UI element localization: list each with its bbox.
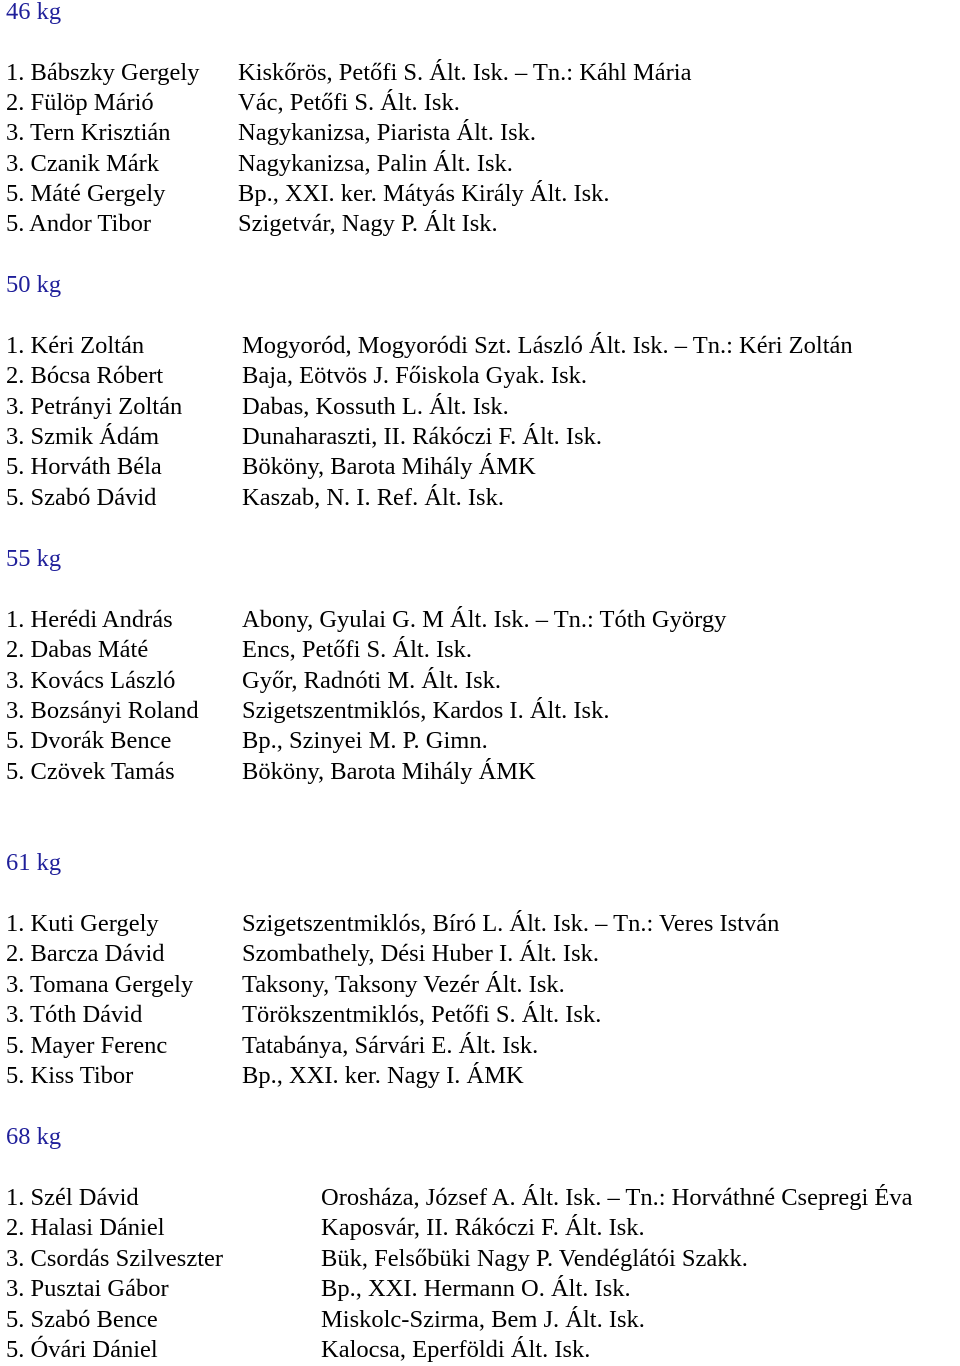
section-heading-55kg: 55 kg [6,545,62,572]
school-name: Abony, Gyulai G. M Ált. Isk. – Tn.: Tóth György [242,606,727,633]
school-name: Bp., XXI. ker. Nagy I. ÁMK [242,1062,524,1089]
competitor-name: 5. Czövek Tamás [6,758,175,785]
competitor-name: 2. Bócsa Róbert [6,362,164,389]
competitor-name: 5. Szabó Dávid [6,484,157,511]
school-name: Taksony, Taksony Vezér Ált. Isk. [242,971,565,998]
school-name: Bük, Felsőbüki Nagy P. Vendéglátói Szakk. [321,1245,748,1272]
competitor-name: 2. Barcza Dávid [6,940,165,967]
competitor-name: 5. Andor Tibor [6,210,152,237]
competitor-name: 5. Máté Gergely [6,180,166,207]
competitor-name: 5. Szabó Bence [6,1306,158,1333]
competitor-name: 5. Óvári Dániel [6,1336,158,1363]
section-heading-46kg: 46 kg [6,0,62,25]
school-name: Szigetvár, Nagy P. Ált Isk. [238,210,498,237]
school-name: Vác, Petőfi S. Ált. Isk. [238,89,460,116]
school-name: Törökszentmiklós, Petőfi S. Ált. Isk. [242,1001,602,1028]
school-name: Bököny, Barota Mihály ÁMK [242,758,536,785]
competitor-name: 5. Kiss Tibor [6,1062,134,1089]
school-name: Dunaharaszti, II. Rákóczi F. Ált. Isk. [242,423,602,450]
section-heading-61kg: 61 kg [6,849,62,876]
school-name: Nagykanizsa, Piarista Ált. Isk. [238,119,537,146]
competitor-name: 3. Tern Krisztián [6,119,171,146]
section-heading-68kg: 68 kg [6,1123,62,1150]
school-name: Kalocsa, Eperföldi Ált. Isk. [321,1336,591,1363]
competitor-name: 3. Csordás Szilveszter [6,1245,224,1272]
competitor-name: 3. Kovács László [6,667,176,694]
school-name: Kiskőrös, Petőfi S. Ált. Isk. – Tn.: Káhl Mária [238,59,692,86]
school-name: Szigetszentmiklós, Bíró L. Ált. Isk. – Tn.: Veres István [242,910,780,937]
school-name: Kaposvár, II. Rákóczi F. Ált. Isk. [321,1214,645,1241]
school-name: Bp., Szinyei M. P. Gimn. [242,727,488,754]
school-name: Bp., XXI. Hermann O. Ált. Isk. [321,1275,631,1302]
school-name: Győr, Radnóti M. Ált. Isk. [242,667,501,694]
school-name: Orosháza, József A. Ált. Isk. – Tn.: Horváthné Csepregi Éva [321,1184,913,1211]
competitor-name: 3. Tomana Gergely [6,971,194,998]
competitor-name: 3. Pusztai Gábor [6,1275,169,1302]
school-name: Bp., XXI. ker. Mátyás Király Ált. Isk. [238,180,610,207]
competitor-name: 5. Mayer Ferenc [6,1032,168,1059]
school-name: Mogyoród, Mogyoródi Szt. László Ált. Isk. – Tn.: Kéri Zoltán [242,332,853,359]
competitor-name: 5. Dvorák Bence [6,727,172,754]
competitor-name: 3. Petrányi Zoltán [6,393,183,420]
competitor-name: 1. Bábszky Gergely [6,59,200,86]
school-name: Dabas, Kossuth L. Ált. Isk. [242,393,509,420]
competitor-name: 3. Tóth Dávid [6,1001,143,1028]
competitor-name: 3. Szmik Ádám [6,423,160,450]
school-name: Tatabánya, Sárvári E. Ált. Isk. [242,1032,539,1059]
school-name: Miskolc-Szirma, Bem J. Ált. Isk. [321,1306,645,1333]
competitor-name: 2. Fülöp Márió [6,89,154,116]
school-name: Kaszab, N. I. Ref. Ált. Isk. [242,484,504,511]
section-heading-50kg: 50 kg [6,271,62,298]
school-name: Nagykanizsa, Palin Ált. Isk. [238,150,513,177]
competitor-name: 3. Czanik Márk [6,150,160,177]
competitor-name: 2. Halasi Dániel [6,1214,165,1241]
competitor-name: 5. Horváth Béla [6,453,162,480]
school-name: Szigetszentmiklós, Kardos I. Ált. Isk. [242,697,610,724]
school-name: Bököny, Barota Mihály ÁMK [242,453,536,480]
competitor-name: 1. Kéri Zoltán [6,332,145,359]
competitor-name: 2. Dabas Máté [6,636,149,663]
school-name: Baja, Eötvös J. Főiskola Gyak. Isk. [242,362,588,389]
competitor-name: 1. Kuti Gergely [6,910,159,937]
school-name: Szombathely, Dési Huber I. Ált. Isk. [242,940,599,967]
competitor-name: 1. Szél Dávid [6,1184,139,1211]
school-name: Encs, Petőfi S. Ált. Isk. [242,636,473,663]
competitor-name: 3. Bozsányi Roland [6,697,199,724]
competitor-name: 1. Herédi András [6,606,173,633]
